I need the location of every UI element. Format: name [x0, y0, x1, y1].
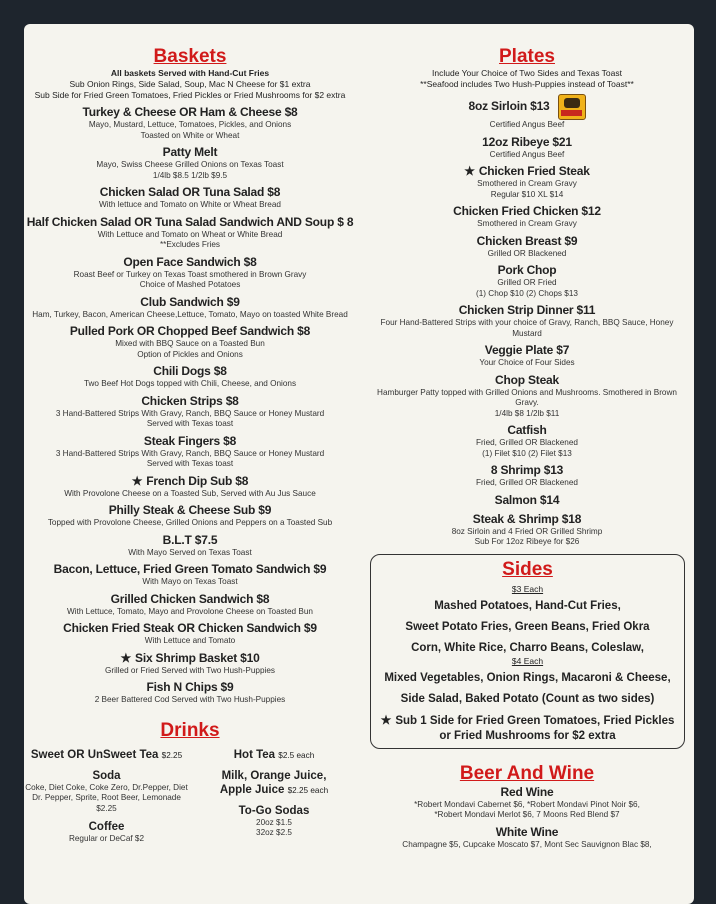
drink-name: Milk, Orange Juice, Apple Juice: [219, 769, 327, 796]
menu-item-title: Philly Steak & Cheese Sub $9: [108, 503, 272, 517]
menu-item-desc: Grilled OR Fried: [497, 278, 557, 287]
menu-item-title: Six Shrimp Basket $10: [135, 650, 260, 665]
menu-item-desc: (1) Chop $10 (2) Chops $13: [476, 288, 578, 298]
menu-item-name: [24, 503, 356, 518]
menu-item: [367, 234, 687, 260]
menu-item-desc: 3 Hand-Battered Strips With Gravy, Ranch, BBQ Sauce or Honey Mustard: [55, 408, 325, 418]
menu-item-title: Chop Steak: [494, 372, 559, 387]
drinks-title: Drinks: [160, 719, 220, 741]
menu-item-title: Salmon $14: [494, 492, 560, 507]
menu-item: [367, 204, 687, 230]
menu-item-name: [24, 105, 356, 120]
menu-item-name: [24, 255, 356, 270]
menu-item: [367, 373, 687, 420]
menu-item-desc: 3 Hand-Battered Strips With Gravy, Ranch, BBQ Sauce or Honey Mustard: [55, 448, 325, 458]
drink-desc: Coke, Diet Coke, Coke Zero, Dr.Pepper, Diet Dr. Pepper, Sprite, Root Beer, Lemonade $2.25: [25, 782, 188, 813]
plates-title: Plates: [499, 46, 555, 67]
menu-item-title: Chicken Salad OR Tuna Salad $8: [99, 185, 281, 199]
menu-item-title: Chili Dogs $8: [153, 364, 227, 378]
menu-item: [367, 135, 687, 161]
menu-item: [367, 263, 687, 299]
sides-price-4: $4 Each: [511, 655, 544, 666]
menu-item-title: Pulled Pork OR Chopped Beef Sandwich $8: [69, 324, 311, 338]
menu-item-desc: (1) Filet $10 (2) Filet $13: [482, 448, 572, 458]
menu-item-desc: 8oz Sirloin and 4 Fried OR Grilled Shrimp: [451, 526, 603, 536]
sides-title: Sides: [502, 558, 553, 580]
menu-item-name: [24, 533, 356, 548]
menu-item: [24, 434, 356, 470]
sides-line: Mixed Vegetables, Onion Rings, Macaroni & Cheese,: [384, 671, 671, 684]
sides-sub-text: Sub 1 Side for Fried Green Tomatoes, Fried Pickles or Fried Mushrooms for $2 extra: [395, 714, 675, 742]
menu-item-name: [24, 651, 356, 666]
menu-item: [367, 493, 687, 508]
menu-item-name: [24, 394, 356, 409]
sides-line: Corn, White Rice, Charro Beans, Coleslaw,: [411, 641, 644, 654]
menu-item-name: [24, 145, 356, 160]
menu-item-desc: With Mayo on Texas Toast: [142, 577, 238, 586]
menu-item-desc: Certified Angus Beef: [489, 149, 565, 159]
menu-item: [24, 680, 356, 706]
menu-item-name: [367, 263, 687, 278]
menu-item-title: Chicken Fried Chicken $12: [453, 204, 601, 218]
menu-item-name: [367, 512, 687, 527]
menu-item-desc: Choice of Mashed Potatoes: [139, 280, 241, 289]
menu-item-name: [367, 234, 687, 249]
menu-item-desc: Hamburger Patty topped with Grilled Onions and Mushrooms. Smothered in Brown Gravy.: [377, 387, 677, 407]
menu-item-title: Grilled Chicken Sandwich $8: [110, 591, 270, 606]
sides-box: [370, 554, 685, 749]
menu-item-desc: Certified Angus Beef: [489, 120, 565, 129]
beer-section: [367, 763, 687, 851]
menu-item: [367, 164, 687, 200]
drink-price: $2.25 each: [287, 785, 329, 795]
menu-item-name: [367, 423, 687, 438]
menu-item-title: 8 Shrimp $13: [490, 463, 564, 477]
drinks-grid: [24, 748, 356, 878]
drink-item: [209, 748, 339, 763]
menu-item-desc: Fried, Grilled OR Blackened: [476, 438, 578, 447]
menu-item: [24, 503, 356, 529]
menu-item-title: 12oz Ribeye $21: [482, 134, 572, 149]
menu-item: [24, 295, 356, 321]
menu-item-desc: With Mayo Served on Texas Toast: [128, 547, 252, 557]
menu-item-desc: Served with Texas toast: [146, 419, 234, 428]
menu-item-desc: Your Choice of Four Sides: [479, 358, 575, 367]
menu-item: [24, 215, 356, 251]
menu-item: [24, 145, 356, 181]
menu-item: [367, 423, 687, 459]
menu-item-title: Half Chicken Salad OR Tuna Salad Sandwich AND Soup $ 8: [26, 214, 354, 229]
menu-item-desc: Sub For 12oz Ribeye for $26: [474, 537, 580, 546]
drink-item: [209, 769, 339, 798]
menu-item-title: Club Sandwich $9: [140, 294, 240, 309]
menu-item-title: Steak & Shrimp $18: [472, 511, 582, 526]
baskets-intro-bold: All baskets Served with Hand-Cut Fries: [110, 68, 270, 78]
baskets-column: [24, 46, 356, 878]
drink-name: Soda: [92, 769, 121, 782]
menu-item-name: [367, 343, 687, 358]
drink-price: $2.5 each: [278, 750, 315, 760]
menu-item: [24, 105, 356, 141]
menu-item-name: [367, 94, 687, 120]
drinks-section: [24, 720, 356, 878]
drink-desc: 20oz $1.5: [256, 817, 292, 827]
menu-item-desc: With Provolone Cheese on a Toasted Sub, Served with Au Jus Sauce: [64, 488, 316, 498]
menu-item: [24, 562, 356, 588]
menu-item-name: [24, 592, 356, 607]
menu-item-desc: With Lettuce and Tomato: [144, 636, 236, 645]
menu-item-desc: Topped with Provolone Cheese, Grilled Onions and Peppers on a Toasted Sub: [47, 518, 333, 527]
star-icon: ★: [464, 164, 475, 178]
menu-item: [24, 533, 356, 559]
sides-line: Side Salad, Baked Potato (Count as two sides): [400, 692, 655, 705]
drink-name: Hot Tea: [233, 748, 276, 761]
menu-item-title: B.L.T $7.5: [162, 532, 218, 547]
menu-item: [24, 185, 356, 211]
menu-item-name: [24, 364, 356, 379]
drinks-right: [209, 748, 339, 839]
menu-item-name: [367, 373, 687, 388]
drink-name: Coffee: [88, 821, 125, 833]
star-icon: ★: [131, 473, 143, 488]
baskets-intro: [24, 68, 356, 101]
drink-desc: 32oz $2.5: [256, 828, 292, 837]
drink-desc: Regular or DeCaf $2: [68, 834, 145, 843]
menu-item: [367, 512, 687, 548]
menu-item-title: Pork Chop: [497, 263, 557, 277]
menu-item-title: Chicken Strips $8: [141, 393, 239, 408]
menu-page: [24, 24, 694, 904]
menu-item: [367, 343, 687, 369]
menu-item-desc: Ham, Turkey, Bacon, American Cheese,Lettuce, Tomato, Mayo on toasted White Bread: [32, 309, 348, 319]
menu-item-desc: Mayo, Swiss Cheese Grilled Onions on Texas Toast: [96, 160, 284, 169]
menu-item-title: Fish N Chips $9: [146, 680, 234, 694]
menu-item-desc: 1/4lb $8 1/2lb $11: [494, 408, 560, 418]
baskets-intro-line: Sub Side for Fried Green Tomatoes, Fried Pickles or Fried Mushrooms for $2 extra: [34, 90, 346, 100]
menu-item-title: Veggie Plate $7: [484, 343, 570, 357]
menu-item-title: Bacon, Lettuce, Fried Green Tomato Sandwich $9: [53, 562, 327, 576]
menu-item-name: [367, 164, 687, 179]
menu-item-name: [24, 621, 356, 636]
menu-item: [24, 592, 356, 618]
white-wine-line: Champagne $5, Cupcake Moscato $7, Mont Sec Sauvignon Blac $8,: [402, 839, 652, 849]
menu-item-name: [24, 324, 356, 339]
sides-price-3: $3 Each: [511, 583, 544, 594]
menu-item-name: [24, 185, 356, 200]
menu-item: [24, 364, 356, 390]
menu-item-desc: Smothered in Cream Gravy: [477, 179, 577, 188]
baskets-intro-line: Sub Onion Rings, Side Salad, Soup, Mac N Cheese for $1 extra: [69, 79, 311, 89]
menu-item-desc: With Lettuce and Tomato on Wheat or White Bread: [97, 229, 283, 239]
menu-item-desc: Mayo, Mustard, Lettuce, Tomatoes, Pickles, and Onions: [88, 120, 292, 129]
white-wine-heading: White Wine: [495, 824, 559, 839]
menu-item-name: [24, 434, 356, 449]
menu-item-name: [367, 135, 687, 150]
menu-item-title: Chicken Fried Steak: [478, 164, 590, 178]
drinks-left: [24, 748, 189, 845]
menu-item-desc: Roast Beef or Turkey on Texas Toast smothered in Brown Gravy: [73, 269, 307, 279]
star-icon: ★: [120, 650, 132, 665]
menu-item-title: Catfish: [507, 423, 547, 437]
plates-intro: [367, 68, 687, 90]
menu-item-desc: Toasted on White or Wheat: [140, 130, 240, 140]
sides-line: Mashed Potatoes, Hand-Cut Fries,: [434, 599, 621, 612]
menu-item: [24, 621, 356, 647]
menu-item-title: Chicken Fried Steak OR Chicken Sandwich $9: [63, 621, 317, 635]
plates-intro-line: **Seafood includes Two Hush-Puppies instead of Toast**: [420, 79, 634, 89]
menu-item: [367, 94, 687, 131]
certified-angus-beef-logo-icon: [558, 94, 586, 120]
menu-item-desc: Smothered in Cream Gravy: [477, 219, 577, 228]
drink-item: [24, 748, 189, 763]
menu-item-title: Open Face Sandwich $8: [123, 254, 257, 269]
menu-item-title: Turkey & Cheese OR Ham & Cheese $8: [82, 105, 298, 119]
menu-item: [24, 651, 356, 677]
menu-item-desc: Grilled OR Blackened: [487, 248, 567, 258]
menu-item: [24, 474, 356, 500]
menu-item-desc: With Lettuce, Tomato, Mayo and Provolone Cheese on Toasted Bun: [67, 606, 313, 616]
beer-title: Beer And Wine: [459, 762, 595, 784]
plates-list: [367, 94, 687, 548]
menu-item-desc: Four Hand-Battered Strips with your choice of Gravy, Ranch, BBQ Sauce, Honey Mustard: [380, 318, 674, 338]
red-wine-heading: Red Wine: [500, 784, 554, 799]
menu-item-name: [367, 493, 687, 508]
menu-item-name: [24, 215, 356, 230]
menu-item-desc: With lettuce and Tomato on White or Wheat Bread: [99, 200, 281, 209]
red-wine-line: *Robert Mondavi Merlot $6, 7 Moons Red Blend $7: [434, 810, 620, 819]
menu-item-title: French Dip Sub $8: [146, 473, 249, 488]
menu-item-desc: Two Beef Hot Dogs topped with Chili, Cheese, and Onions: [83, 379, 297, 388]
menu-item-title: Steak Fingers $8: [143, 433, 237, 448]
menu-item-title: Chicken Strip Dinner $11: [458, 303, 596, 317]
menu-item-name: [367, 204, 687, 219]
menu-item: [367, 463, 687, 489]
menu-item: [24, 324, 356, 360]
menu-item-title: Patty Melt: [162, 145, 218, 159]
menu-item-desc: Served with Texas toast: [146, 459, 234, 468]
menu-item-title: Chicken Breast $9: [476, 233, 578, 248]
sides-line: Sweet Potato Fries, Green Beans, Fried Okra: [405, 620, 650, 633]
menu-item-desc: 2 Beer Battered Cod Served with Two Hush-Puppies: [94, 695, 286, 704]
menu-item-name: [24, 680, 356, 695]
menu-item-desc: Fried, Grilled OR Blackened: [476, 478, 578, 487]
menu-item-name: [24, 562, 356, 577]
menu-item-desc: Mixed with BBQ Sauce on a Toasted Bun: [115, 339, 265, 348]
menu-item-name: [367, 303, 687, 318]
menu-item-desc: 1/4lb $8.5 1/2lb $9.5: [152, 170, 228, 180]
menu-item-name: [24, 295, 356, 310]
drink-name: To-Go Sodas: [238, 804, 310, 817]
drink-price: $2.25: [161, 750, 183, 760]
drink-name: Sweet OR UnSweet Tea: [30, 748, 159, 761]
menu-item: [367, 303, 687, 339]
menu-item-desc: Regular $10 XL $14: [490, 189, 564, 199]
menu-item: [24, 255, 356, 291]
baskets-title: Baskets: [153, 46, 227, 67]
menu-item-title: 8oz Sirloin $13: [468, 99, 550, 114]
red-wine-line: *Robert Mondavi Cabernet $6, *Robert Mondavi Pinot Noir $6,: [414, 799, 640, 809]
menu-item-desc: Option of Pickles and Onions: [137, 349, 243, 359]
menu-item-name: [24, 474, 356, 489]
menu-item-desc: **Excludes Fries: [159, 240, 221, 249]
menu-item-name: [367, 463, 687, 478]
star-icon: ★: [380, 712, 392, 727]
plates-column: [367, 46, 687, 850]
plates-intro-line: Include Your Choice of Two Sides and Texas Toast: [432, 68, 622, 78]
menu-item: [24, 394, 356, 430]
menu-item-desc: Grilled or Fried Served with Two Hush-Puppies: [104, 665, 276, 675]
sides-line: [375, 713, 680, 744]
baskets-list: [24, 105, 356, 706]
